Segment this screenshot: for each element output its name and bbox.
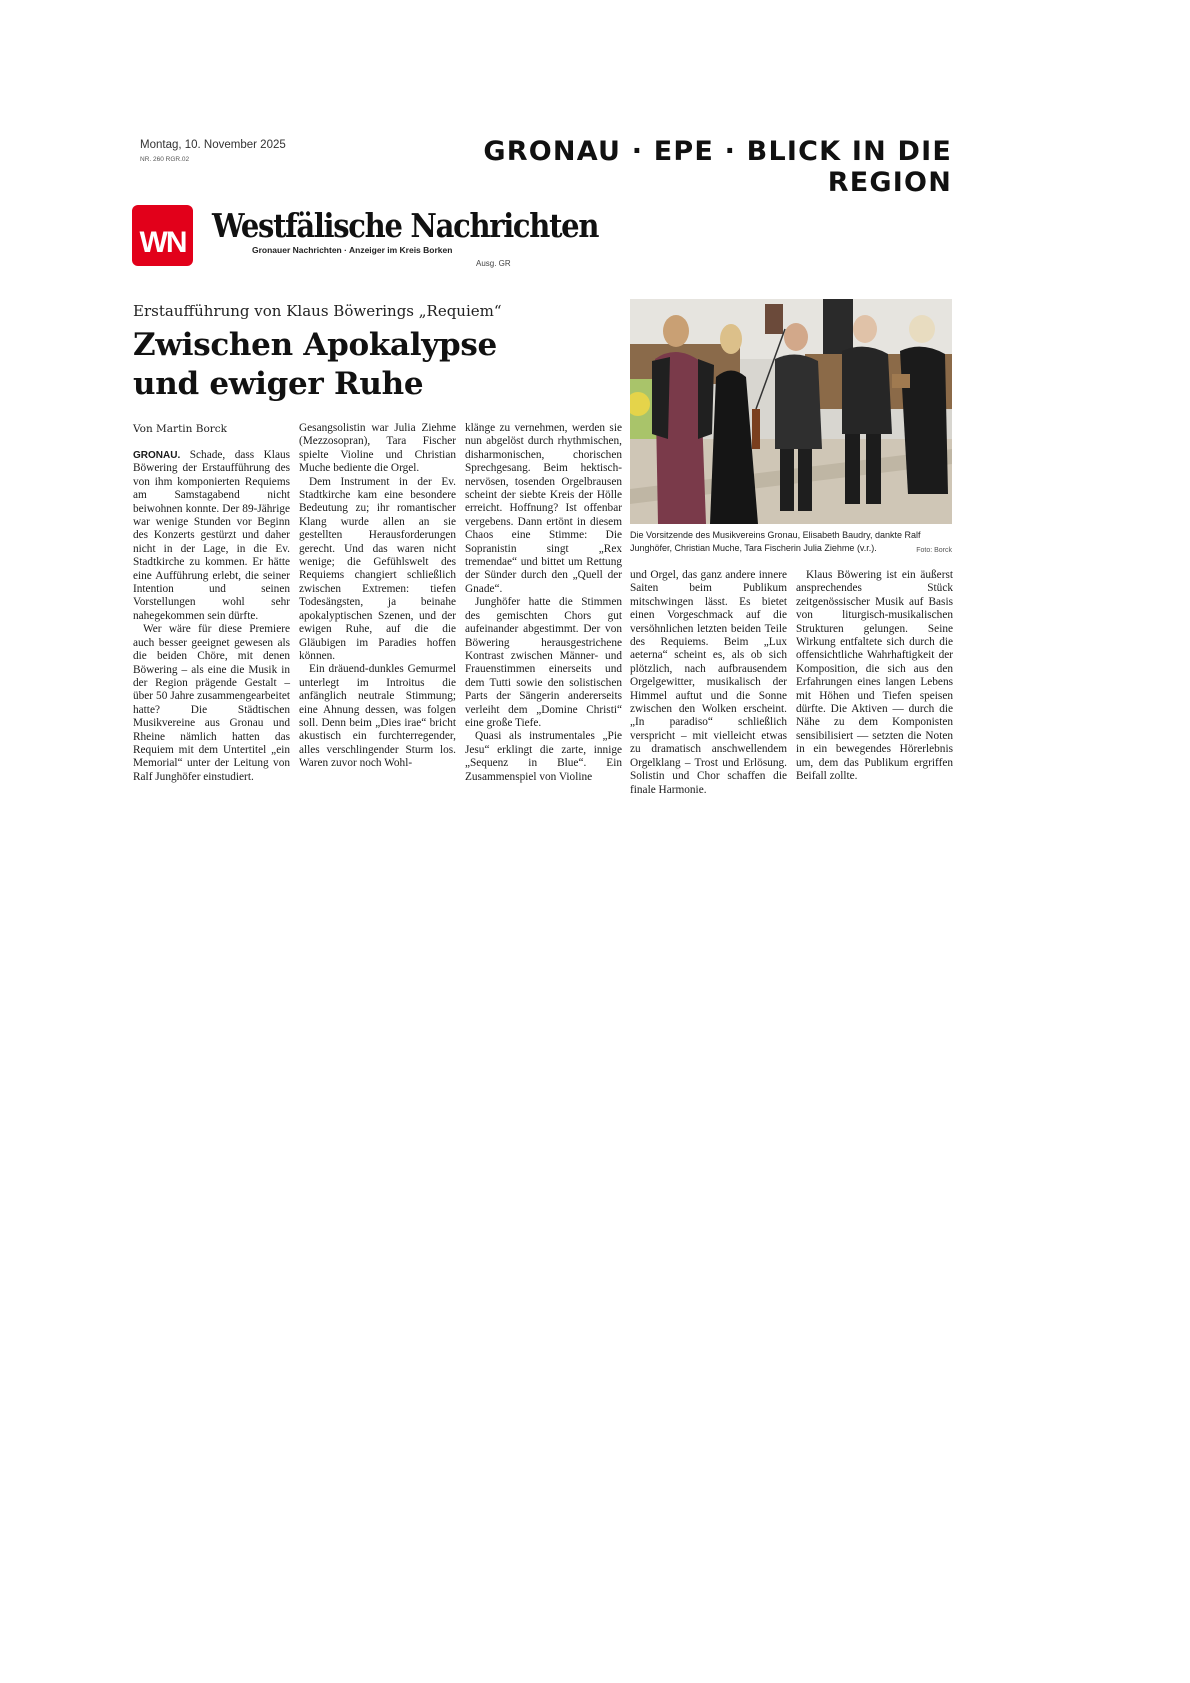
edition-label: Ausg. GR: [476, 259, 511, 268]
paragraph: Gesangsolistin war Julia Ziehme (Mezzosopran), Tara Fischer spielte Violine und Christian Muche bediente die Orgel.: [299, 422, 456, 475]
dateline: GRONAU.: [133, 450, 181, 461]
issue-date: Montag, 10. November 2025: [140, 139, 286, 151]
section-title: GRONAU · EPE · BLICK IN DIE REGION: [483, 136, 952, 198]
paragraph: Dem Instrument in der Ev. Stadtkirche kam eine besondere Bedeutung zu; ihr romantischer Klang wurde allen an sie gestellten Herausforderungen gerecht. Und das waren nicht wenige; die Gefühlswelt des Requiems changiert schließlich zwischen Extremen: tiefen Todesängsten, ja beinahe apokalyptischen Szenen, und der ewigen Ruhe, auf die die Gläubigen im Paradies hoffen können.: [299, 475, 456, 662]
issue-number: NR. 260 RGR.02: [140, 156, 190, 163]
paragraph-text: Schade, dass Klaus Böwering der Erstaufführung des von ihm komponierten Requiems am Samstagabend nicht beiwohnen konnte. Der 89-Jährige war wenige Stunden vor Beginn des Konzerts gestürzt und daher nicht in der Lage, in die Ev. Stadtkirche zu kommen. Er hätte eine Aufführung erlebt, die seiner Intention und seinen Vorstellungen wohl sehr nahegekommen sein dürfte.: [133, 449, 291, 622]
photo-credit: Foto: Borck: [916, 547, 952, 554]
article-column-4: [630, 569, 787, 797]
paragraph: Quasi als instrumentales „Pie Jesu“ erklingt die zarte, innige „Sequenz in Blue“. Ein Zusammenspiel von Violine: [465, 730, 622, 783]
photo-caption: [630, 529, 952, 557]
paragraph: Wer wäre für diese Premiere auch besser geeignet gewesen als die beiden Chöre, mit denen Böwering – als eine die Musik in der Region prägende Gestalt – über 50 Jahre zusammengearbeitet hatte? Die Städtischen Musikvereine aus Gronau und Rheine nämlich hatten das Requiem mit dem Untertitel „ein Memorial“ unter der Leitung von Ralf Junghöfer einstudiert.: [133, 623, 290, 783]
headline-line-1: Zwischen Apokalypse: [133, 327, 497, 363]
article-column-1: [133, 449, 290, 784]
article-column-3: [465, 422, 622, 784]
wn-logo-icon: [132, 205, 193, 266]
paragraph: Junghöfer hatte die Stimmen des gemischten Chors gut aufeinander abgestimmt. Der von Böwering herausgestrichene Kontrast zwischen Männer- und Frauenstimmen einerseits und dem Tutti sowie den solistischen Parts der Sängerin andererseits verleiht dem „Domine Christi“ eine große Tiefe.: [465, 596, 622, 729]
paragraph: Klaus Böwering ist ein äußerst ansprechendes Stück zeitgenössischer Musik auf Basis von liturgisch-musikalischen Strukturen gelungen. Seine Wirkung entfaltete sich durch die offensichtliche Wahrhaftigkeit der Komposition, die sich aus den Erfahrungen eines langen Lebens mit Höhen und Tiefen speisen dürfte. Die Aktiven — durch die Nähe zu dem Komponisten sensibilisiert — setzten die Noten in ein bewegendes Hörerlebnis um, dem das Publikum ergriffen Beifall zollte.: [796, 569, 953, 783]
paragraph: Ein dräuend-dunkles Gemurmel unterlegt im Introitus die anfänglich neutrale Stimmung; eine Ahnung dessen, was folgen soll. Denn beim „Dies irae“ bricht akustisch ein furchterregender, alles verschlingender Sturm los. Waren zuvor noch Wohl-: [299, 663, 456, 770]
paragraph: und Orgel, das ganz andere innere Saiten beim Publikum mitschwingen lässt. Es bietet einen Vorgeschmack auf die versöhnlichen letzten beiden Teile des Requiems. Beim „Lux aeterna“ scheint es, als ob sich plötzlich, nach aufbrausendem Orgelgewitter, musikalisch der Himmel auftut und die Sonne zwischen den Wolken erscheint. „In paradiso“ schließlich verspricht – mit vielleicht etwas zu dramatisch anschwellendem Orgelklang – Trost und Erlösung. Solistin und Chor schaffen die finale Harmonie.: [630, 569, 787, 796]
paragraph: klänge zu vernehmen, werden sie nun abgelöst durch rhythmischen, disharmonischen, chorischen Sprechgesang. Beim hektisch-nervösen, tosenden Orgelbrausen scheint der siebte Kreis der Hölle erreicht. Hoffnung? Ist offenbar vergebens. Dann ertönt in diesem Chaos eine Stimme: Die Sopranistin singt „Rex tremendae“ und bittet um Rettung der Sünder durch den „Quell der Gnade“.: [465, 422, 622, 595]
article-column-5: [796, 569, 953, 784]
article-column-2: [299, 422, 456, 771]
headline-line-2: und ewiger Ruhe: [133, 366, 424, 402]
photo-illustration: [630, 299, 952, 524]
newspaper-title: Westfälische Nachrichten: [212, 207, 599, 246]
article-kicker: Erstaufführung von Klaus Böwerings „Requiem“: [133, 302, 502, 320]
concert-photo: [630, 299, 952, 524]
article-headline: [133, 326, 613, 404]
caption-text: Die Vorsitzende des Musikvereins Gronau, Elisabeth Baudry, dankte Ralf Junghöfer, Christian Muche, Tara Fischerin Julia Ziehme (v.r.).: [630, 530, 921, 553]
paragraph: [133, 449, 290, 623]
logo-text: WN: [139, 226, 186, 259]
newspaper-subtitle: Gronauer Nachrichten · Anzeiger im Kreis Borken: [252, 245, 453, 255]
byline: Von Martin Borck: [133, 423, 228, 435]
